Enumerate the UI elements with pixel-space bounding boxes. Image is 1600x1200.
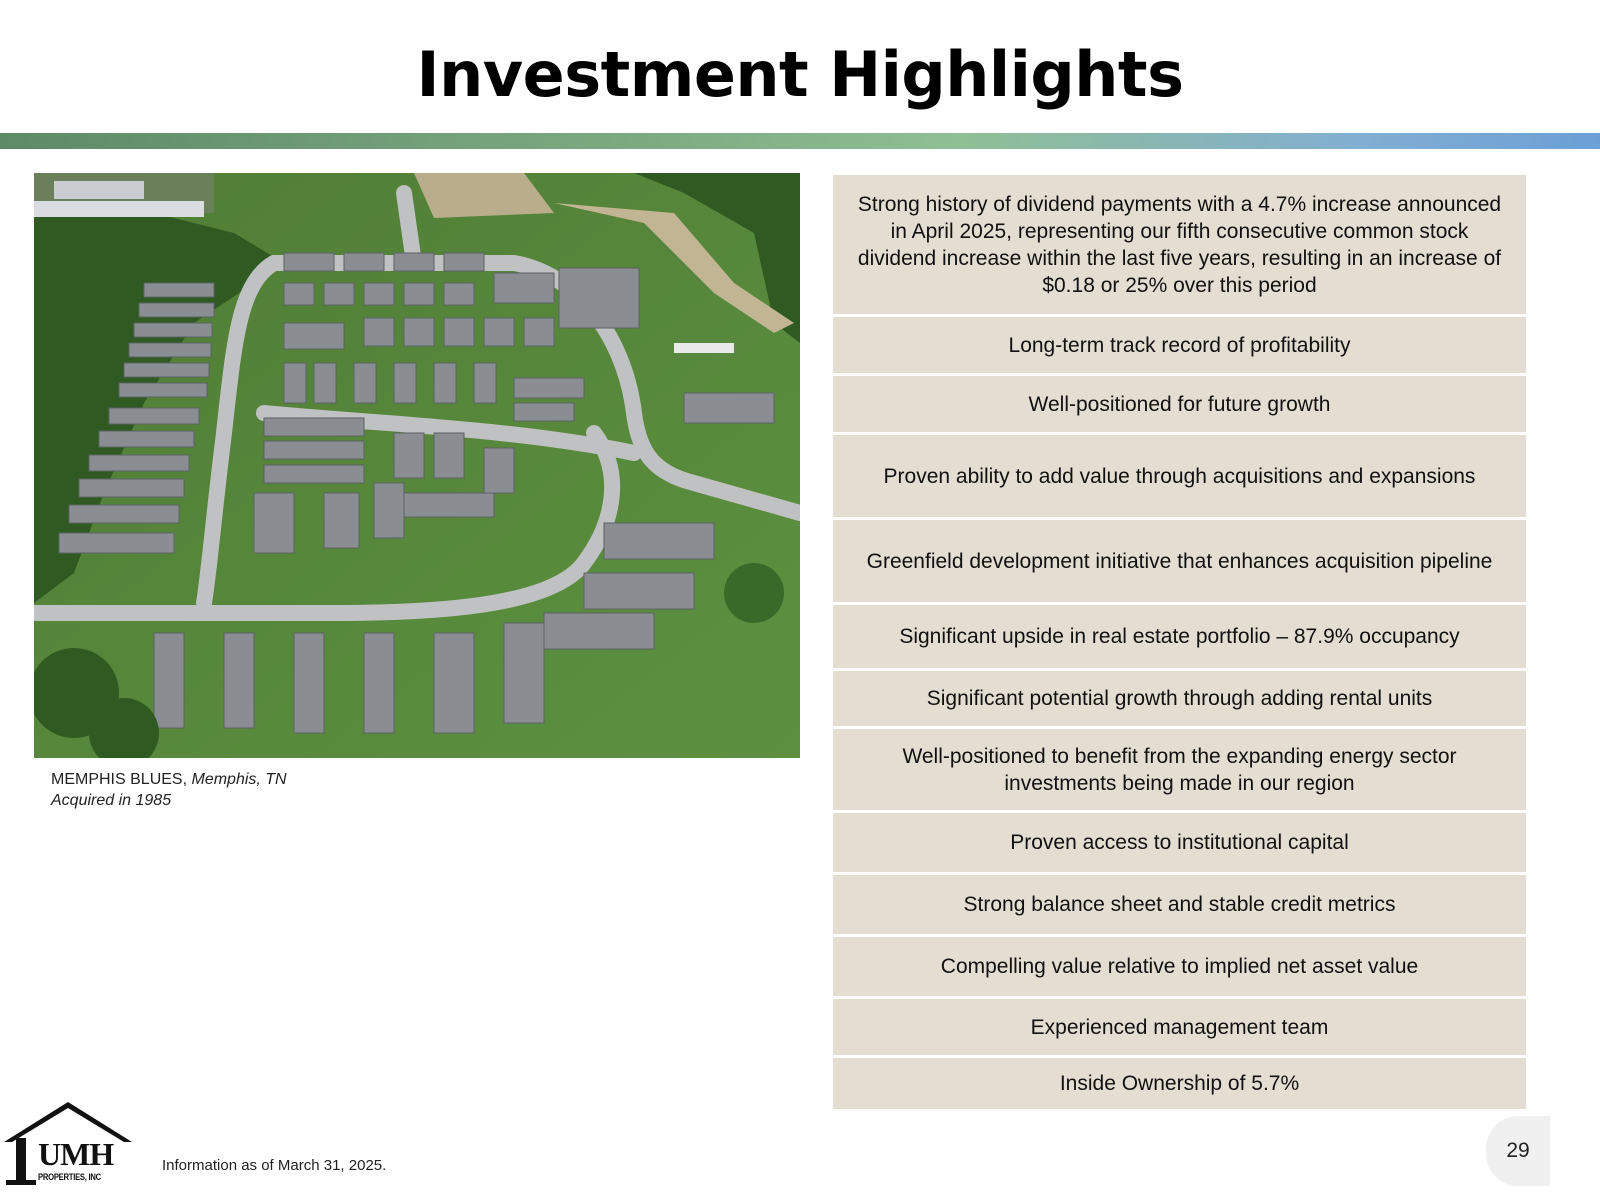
highlight-item: Long-term track record of profitability — [833, 317, 1526, 376]
caption-community-name: MEMPHIS BLUES, — [51, 771, 188, 788]
highlight-item: Inside Ownership of 5.7% — [833, 1058, 1526, 1109]
community-aerial-photo — [34, 173, 800, 758]
highlights-list — [833, 175, 1526, 1109]
highlight-item: Proven ability to add value through acquisitions and expansions — [833, 435, 1526, 520]
title-divider-bar — [0, 133, 1600, 149]
caption-location: Memphis, TN — [191, 771, 287, 788]
highlight-item: Well-positioned to benefit from the expanding energy sector investments being made in our region — [833, 729, 1526, 813]
logo-subtitle: PROPERTIES, INC — [38, 1172, 101, 1182]
highlight-item: Significant upside in real estate portfolio – 87.9% occupancy — [833, 605, 1526, 671]
caption-acquired: Acquired in 1985 — [51, 792, 172, 809]
company-logo — [2, 1102, 132, 1186]
photo-caption — [51, 769, 287, 811]
highlight-item: Experienced management team — [833, 999, 1526, 1058]
logo-wordmark: UMH — [38, 1136, 114, 1172]
page-number: 29 — [1486, 1116, 1550, 1186]
caption-line-1 — [51, 769, 287, 790]
highlight-item: Well-positioned for future growth — [833, 376, 1526, 435]
footer-note: Information as of March 31, 2025. — [162, 1157, 387, 1174]
highlight-item: Proven access to institutional capital — [833, 813, 1526, 875]
slide-title: Investment Highlights — [416, 38, 1184, 111]
highlight-item: Compelling value relative to implied net asset value — [833, 937, 1526, 999]
highlight-item: Significant potential growth through adding rental units — [833, 671, 1526, 729]
caption-line-2 — [51, 790, 287, 811]
highlight-item: Strong balance sheet and stable credit metrics — [833, 875, 1526, 937]
highlight-item: Greenfield development initiative that enhances acquisition pipeline — [833, 520, 1526, 605]
highlight-item: Strong history of dividend payments with a 4.7% increase announced in April 2025, representing our fifth consecutive common stock dividend increase within the last five years, resulting in an increase of $0.18 or 25% over this period — [833, 175, 1526, 317]
